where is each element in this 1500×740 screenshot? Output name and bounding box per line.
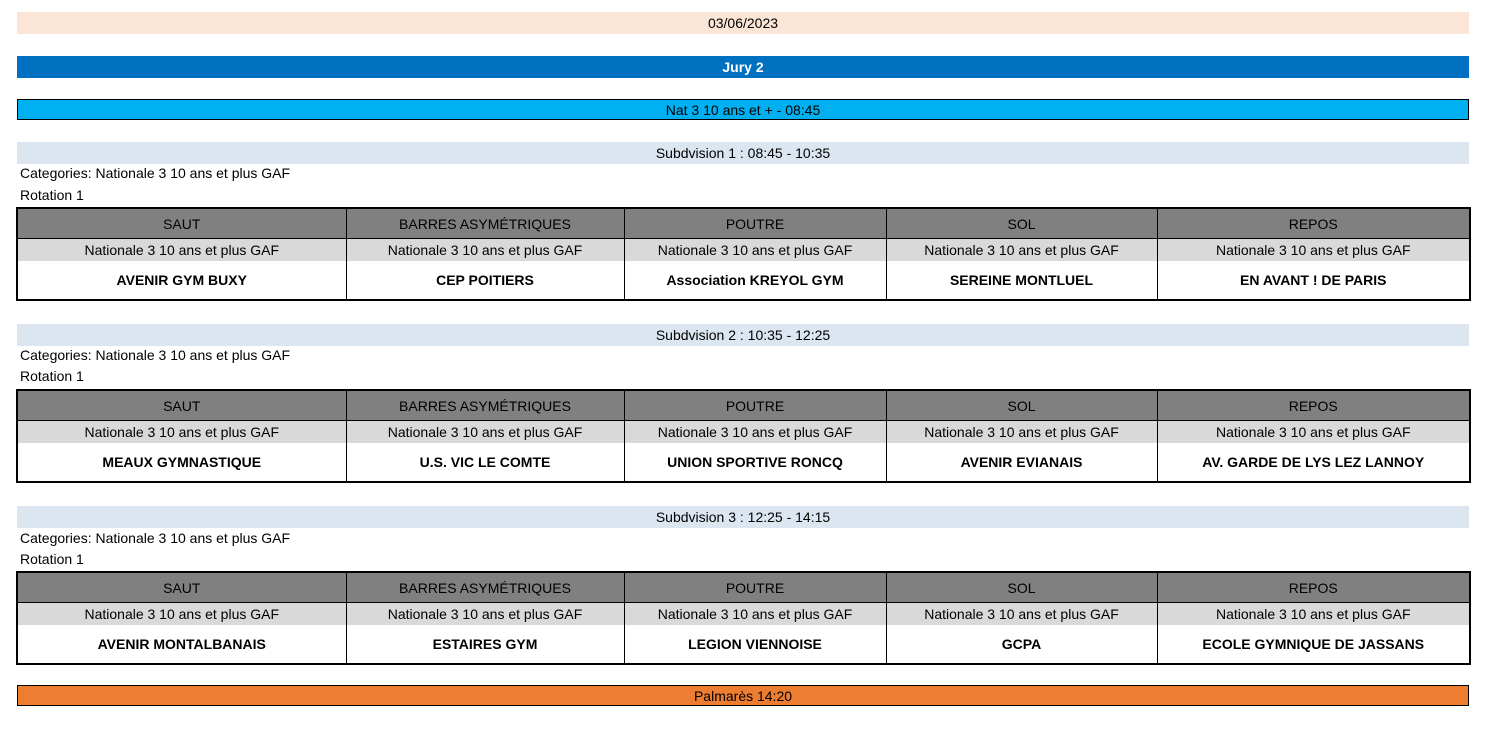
apparatus-header: SAUT <box>17 208 346 239</box>
category-cell: Nationale 3 10 ans et plus GAF <box>624 603 886 626</box>
club-row <box>17 261 1470 300</box>
apparatus-header: POUTRE <box>624 390 886 421</box>
level-band: Nat 3 10 ans et + - 08:45 <box>17 99 1469 120</box>
category-cell: Nationale 3 10 ans et plus GAF <box>17 603 346 626</box>
category-row <box>17 421 1470 444</box>
rotation-label: Rotation 1 <box>20 187 84 203</box>
club-cell: AVENIR EVIANAIS <box>886 443 1157 482</box>
apparatus-header: SOL <box>886 208 1157 239</box>
apparatus-header: SAUT <box>17 390 346 421</box>
apparatus-header: REPOS <box>1157 208 1470 239</box>
category-cell: Nationale 3 10 ans et plus GAF <box>346 421 624 444</box>
category-cell: Nationale 3 10 ans et plus GAF <box>624 421 886 444</box>
club-cell: SEREINE MONTLUEL <box>886 261 1157 300</box>
category-cell: Nationale 3 10 ans et plus GAF <box>624 239 886 262</box>
categories-label: Categories: Nationale 3 10 ans et plus GAF <box>20 347 291 363</box>
club-cell: ECOLE GYMNIQUE DE JASSANS <box>1157 625 1470 664</box>
date-band: 03/06/2023 <box>17 12 1469 34</box>
club-cell: AVENIR MONTALBANAIS <box>17 625 346 664</box>
club-row <box>17 625 1470 664</box>
apparatus-header: REPOS <box>1157 390 1470 421</box>
category-cell: Nationale 3 10 ans et plus GAF <box>17 239 346 262</box>
category-cell: Nationale 3 10 ans et plus GAF <box>1157 603 1470 626</box>
category-cell: Nationale 3 10 ans et plus GAF <box>886 603 1157 626</box>
club-cell: U.S. VIC LE COMTE <box>346 443 624 482</box>
category-cell: Nationale 3 10 ans et plus GAF <box>886 421 1157 444</box>
club-cell: LEGION VIENNOISE <box>624 625 886 664</box>
palmares-band: Palmarès 14:20 <box>17 685 1469 706</box>
rotation-table <box>16 389 1471 483</box>
apparatus-header: BARRES ASYMÉTRIQUES <box>346 572 624 603</box>
apparatus-header: BARRES ASYMÉTRIQUES <box>346 390 624 421</box>
category-cell: Nationale 3 10 ans et plus GAF <box>346 603 624 626</box>
category-row <box>17 603 1470 626</box>
apparatus-header-row <box>17 208 1470 239</box>
apparatus-header: POUTRE <box>624 208 886 239</box>
jury-title: Jury 2 <box>17 56 1469 78</box>
rotation-table <box>16 571 1471 665</box>
category-row <box>17 239 1470 262</box>
club-cell: UNION SPORTIVE RONCQ <box>624 443 886 482</box>
apparatus-header-row <box>17 572 1470 603</box>
club-cell: ESTAIRES GYM <box>346 625 624 664</box>
category-cell: Nationale 3 10 ans et plus GAF <box>1157 239 1470 262</box>
category-cell: Nationale 3 10 ans et plus GAF <box>1157 421 1470 444</box>
categories-label: Categories: Nationale 3 10 ans et plus GAF <box>20 165 291 181</box>
category-cell: Nationale 3 10 ans et plus GAF <box>346 239 624 262</box>
apparatus-header: POUTRE <box>624 572 886 603</box>
club-cell: GCPA <box>886 625 1157 664</box>
subdivision-title: Subdvision 2 : 10:35 - 12:25 <box>17 324 1469 346</box>
apparatus-header: SOL <box>886 390 1157 421</box>
category-cell: Nationale 3 10 ans et plus GAF <box>17 421 346 444</box>
rotation-label: Rotation 1 <box>20 368 84 384</box>
club-cell: AVENIR GYM BUXY <box>17 261 346 300</box>
categories-label: Categories: Nationale 3 10 ans et plus GAF <box>20 530 291 546</box>
club-cell: CEP POITIERS <box>346 261 624 300</box>
club-cell: MEAUX GYMNASTIQUE <box>17 443 346 482</box>
rotation-label: Rotation 1 <box>20 551 84 567</box>
rotation-table <box>16 207 1471 301</box>
apparatus-header: BARRES ASYMÉTRIQUES <box>346 208 624 239</box>
club-row <box>17 443 1470 482</box>
apparatus-header: SAUT <box>17 572 346 603</box>
subdivision-title: Subdvision 1 : 08:45 - 10:35 <box>17 142 1469 164</box>
apparatus-header: REPOS <box>1157 572 1470 603</box>
category-cell: Nationale 3 10 ans et plus GAF <box>886 239 1157 262</box>
apparatus-header-row <box>17 390 1470 421</box>
club-cell: Association KREYOL GYM <box>624 261 886 300</box>
apparatus-header: SOL <box>886 572 1157 603</box>
club-cell: AV. GARDE DE LYS LEZ LANNOY <box>1157 443 1470 482</box>
subdivision-title: Subdvision 3 : 12:25 - 14:15 <box>17 506 1469 528</box>
club-cell: EN AVANT ! DE PARIS <box>1157 261 1470 300</box>
